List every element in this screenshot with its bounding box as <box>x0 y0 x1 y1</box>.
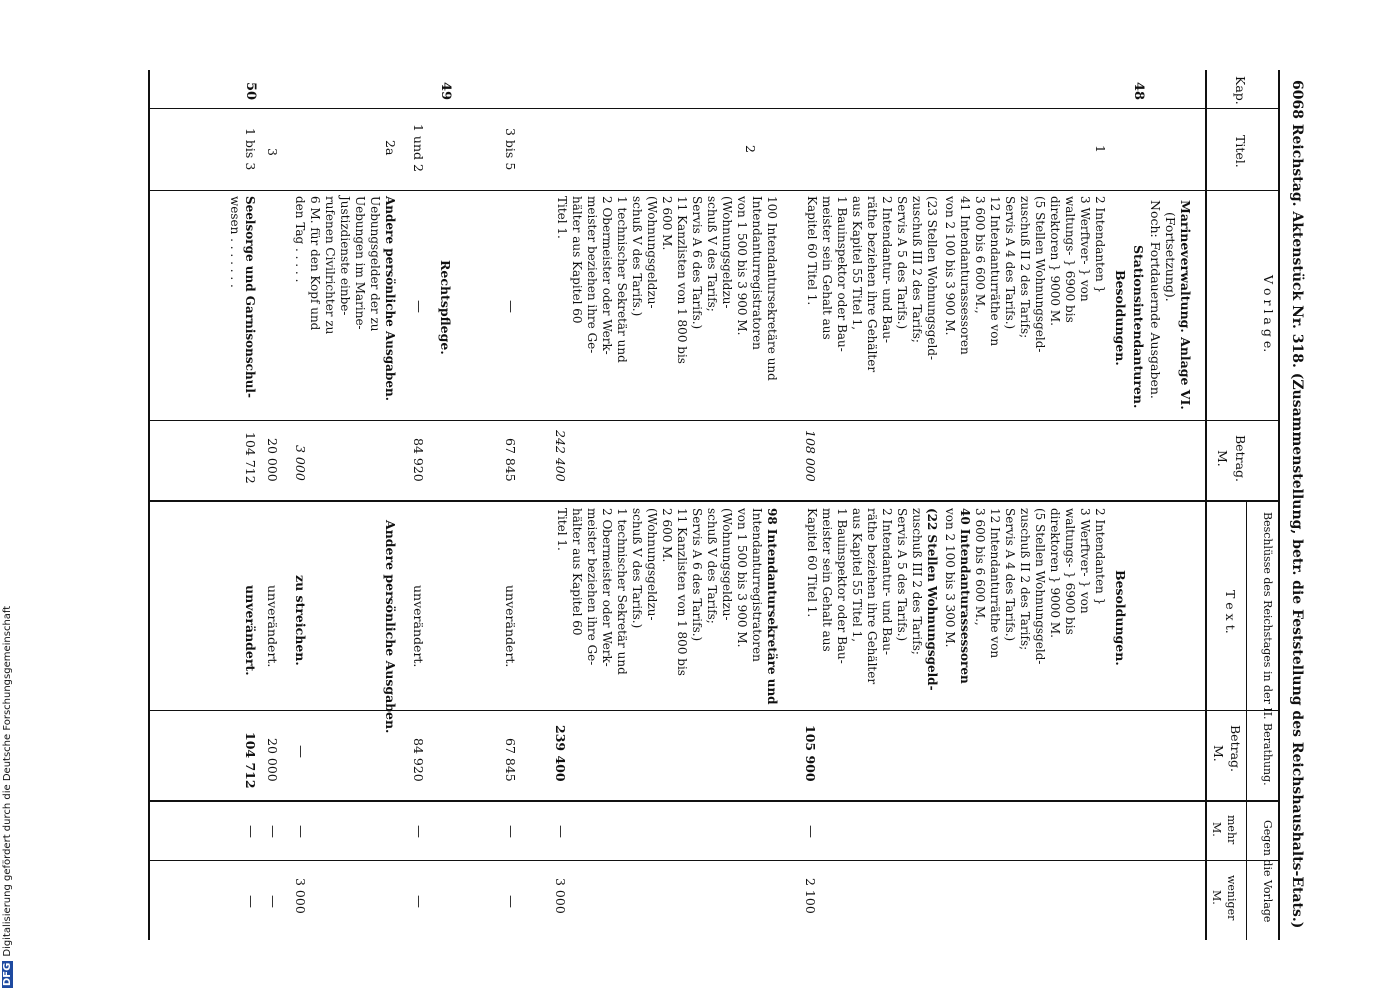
col-weniger-mark: M. <box>1210 890 1223 905</box>
weniger-titel-2a: 3 000 <box>293 878 308 914</box>
b3-line: Servis A 6 des Tarifs.) <box>690 508 704 642</box>
b2-line: aus Kapitel 55 Titel 1, <box>850 508 864 643</box>
vorlage-titel-1-cont <box>804 196 939 372</box>
v2-line: 2 Intendantur- und Bau- <box>880 196 894 343</box>
titel-3-bis-5: 3 bis 5 <box>503 128 518 171</box>
vorlage-betrag-titel-1: 108 000 <box>803 430 818 482</box>
v9-line: wesen . . . . . . . <box>228 196 242 288</box>
v1-line: von 2 100 bis 3 900 M. <box>943 196 957 336</box>
weniger-titel-3: — <box>265 895 280 908</box>
b1-line: direktoren } 9000 M. <box>1048 508 1062 638</box>
v2-line: zuschuß III 2 des Tarifs; <box>910 196 924 343</box>
v2-line: Kapitel 60 Titel 1. <box>805 196 819 306</box>
v3-line: schuß V des Tarifs.) <box>630 196 644 317</box>
vorlage-titel-3-5: — <box>503 300 518 313</box>
titel-2a: 2a <box>383 140 398 156</box>
v2-line: Servis A 5 des Tarifs.) <box>895 196 909 330</box>
v2-line: aus Kapitel 55 Titel 1, <box>850 196 864 331</box>
beschluss-titel-3: unverändert. <box>265 585 280 668</box>
kap-col-rule <box>150 108 1280 109</box>
v1-line: 3 600 bis 6 600 M., <box>973 196 987 314</box>
col-beschluesse: Beschlüsse des Reichstages in der II. Berathung. <box>1261 512 1274 786</box>
col-mehr-mark: M. <box>1210 822 1223 837</box>
v1-line: 12 Intendanturräthe von <box>988 196 1002 347</box>
titel-1-und-2: 1 und 2 <box>411 124 426 172</box>
beschluss-head-rule <box>1246 502 1247 800</box>
beschluss-betrag-titel-2a: — <box>293 745 308 758</box>
v1-line: (5 Stellen Wohnungsgeld- <box>1033 196 1047 353</box>
v2-line: meister sein Gehalt aus <box>820 196 834 340</box>
b1-line: 2 Intendanten } <box>1093 508 1107 606</box>
beschluss-betrag-titel-1: 105 900 <box>803 725 818 782</box>
vorlage-betrag-titel-2: 242 400 <box>553 430 568 482</box>
v2-line: (23 Stellen Wohnungsgeld- <box>925 196 939 361</box>
titel-1: 1 <box>1093 145 1108 153</box>
v1-line: waltungs- } 6900 bis <box>1063 196 1077 323</box>
v3-line: Servis A 6 des Tarifs.) <box>690 196 704 330</box>
vorlage-titel-1-2: — <box>411 300 426 313</box>
col-kap: Kap. <box>1233 76 1248 105</box>
dfg-logo: DFG <box>2 962 13 986</box>
vorlage-betrag-titel-1-2: 84 920 <box>411 438 426 482</box>
b3-line: Titel 1. <box>555 508 569 551</box>
v7-line: rufenen Civilrichter zu <box>323 196 337 335</box>
b2-line: räthe beziehen ihre Gehälter <box>865 508 879 685</box>
b2-line: 1 Bauinspektor oder Bau- <box>835 508 849 664</box>
v7-line: Justizdienste einbe- <box>338 196 352 316</box>
v3-line: 100 Intendantursekretäre und <box>765 196 779 381</box>
v7-heading: Andere persönliche Ausgaben. <box>383 196 397 401</box>
b3-line: 2 600 M. <box>660 508 674 563</box>
vorlage-text-rule <box>150 420 1280 421</box>
v7-line: den Tag . . . . . <box>293 196 307 283</box>
beschluss-betrag-kap-50: 104 712 <box>243 732 258 789</box>
v1-line: Servis A 4 des Tarifs.) <box>1003 196 1017 330</box>
col-beschluss-mark: M. <box>1211 745 1226 762</box>
col-gegen: Gegen die Vorlage <box>1261 820 1274 923</box>
dfg-text: Digitalisierung gefördert durch die Deutsche Forschungsgemeinschaft <box>2 605 13 957</box>
v3-line: (Wohnungsgeldzu- <box>720 196 734 309</box>
b3-line: 11 Kanzlisten von 1 800 bis <box>675 508 689 676</box>
intro-line-2: (Fortsetzung). <box>1163 212 1178 302</box>
b2-line: Kapitel 60 Titel 1. <box>805 508 819 618</box>
titel-2: 2 <box>743 145 758 153</box>
b1-line: 3 600 bis 6 600 M., <box>973 508 987 626</box>
mehr-titel-2: — <box>553 825 568 838</box>
top-rule <box>1278 70 1280 940</box>
weniger-titel-1-2: — <box>411 895 426 908</box>
vorlage-betrag-titel-3-5: 67 845 <box>503 438 518 482</box>
section-besoldungen-b: Besoldungen. <box>1113 570 1128 666</box>
v3-line: 2 600 M. <box>660 196 674 251</box>
mehr-titel-1: — <box>803 825 818 838</box>
mehr-titel-1-2: — <box>411 825 426 838</box>
v3-line: Intendanturregistratoren <box>750 196 764 350</box>
col-vorlage: V o r l a g e. <box>1261 275 1276 353</box>
v9-line: Seelsorge und Garnisonschul- <box>243 196 257 398</box>
col-weniger: weniger <box>1225 875 1238 921</box>
beschluss-betrag-rule <box>150 800 1280 802</box>
mehr-titel-3: — <box>265 825 280 838</box>
kap-49: 49 <box>438 82 453 101</box>
v3-line: schuß V des Tarifs; <box>705 196 719 312</box>
beschluss-betrag-titel-1-2: 84 920 <box>411 738 426 782</box>
b3-line: 2 Obermeister oder Werk- <box>600 508 614 667</box>
kap-50: 50 <box>243 82 258 101</box>
v3-line: 11 Kanzlisten von 1 800 bis <box>675 196 689 364</box>
v1-line: direktoren } 9000 M. <box>1048 196 1062 326</box>
v3-line: von 1 500 bis 3 900 M. <box>735 196 749 336</box>
vorlage-titel-2a-text <box>292 196 397 401</box>
b3-line: von 1 500 bis 3 900 M. <box>735 508 749 648</box>
beschluss-titel-1-text <box>942 508 1107 684</box>
beschluss-titel-2a-heading: Andere persönliche Ausgaben. <box>383 520 398 734</box>
titel-col-rule <box>150 190 1280 191</box>
b1-line: 40 Intendanturassessoren <box>958 508 972 684</box>
beschluss-titel-1-cont <box>804 508 939 691</box>
b3-line: 1 technischer Sekretär und <box>615 508 629 675</box>
intro-line-1: Marineverwaltung. Anlage VI. <box>1178 200 1193 410</box>
col-titel: Titel. <box>1233 135 1248 168</box>
v1-line: 41 Intendanturassessoren <box>958 196 972 355</box>
beschluss-titel-2-text <box>554 508 779 705</box>
b1-line: 3 Werftver- } von <box>1078 508 1092 614</box>
col-mehr: mehr <box>1225 815 1238 845</box>
beschluss-titel-1-2: unverändert. <box>411 585 426 668</box>
col-betrag: Betrag. <box>1233 435 1248 483</box>
b3-line: Intendanturregistratoren <box>750 508 764 662</box>
beschluss-text-rule <box>150 710 1280 711</box>
b3-line: schuß V des Tarifs; <box>705 508 719 624</box>
b2-line: (22 Stellen Wohnungsgeld- <box>925 508 939 691</box>
v3-line: 2 Obermeister oder Werk- <box>600 196 614 355</box>
titel-3: 3 <box>265 148 280 156</box>
vorlage-betrag-titel-2a: 3 000 <box>293 445 308 481</box>
intro-line-3: Noch: Fortdauernde Ausgaben. <box>1148 200 1163 399</box>
v2-line: 1 Bauinspektor oder Bau- <box>835 196 849 352</box>
b3-line: (Wohnungsgeldzu- <box>720 508 734 621</box>
titel-1-bis-3: 1 bis 3 <box>243 128 258 171</box>
vorlage-betrag-kap-50: 104 712 <box>243 432 258 484</box>
gegen-sub-rule <box>1246 800 1247 940</box>
b3-line: schuß V des Tarifs.) <box>630 508 644 629</box>
col-beschluss-betrag: Betrag. <box>1228 725 1243 773</box>
section-besoldungen: Besoldungen. <box>1113 270 1128 366</box>
col-betrag-mark: M. <box>1215 450 1230 467</box>
weniger-kap-50: — <box>243 895 258 908</box>
b1-line: von 2 100 bis 3 300 M. <box>943 508 957 648</box>
b1-line: 12 Intendanturräthe von <box>988 508 1002 659</box>
dfg-credit <box>2 0 13 1000</box>
beschluss-betrag-titel-3: 20 000 <box>265 738 280 782</box>
v1-line: zuschuß II 2 des Tarifs; <box>1018 196 1032 339</box>
v2-line: räthe beziehen ihre Gehälter <box>865 196 879 373</box>
b1-line: zuschuß II 2 des Tarifs; <box>1018 508 1032 651</box>
b1-line: Servis A 4 des Tarifs.) <box>1003 508 1017 642</box>
section-rechtspflege: Rechtspflege. <box>438 260 453 355</box>
beschluss-betrag-titel-3-5: 67 845 <box>503 738 518 782</box>
vorlage-kap-50-text <box>227 196 257 398</box>
v3-line: hälter aus Kapitel 60 <box>570 196 584 324</box>
b1-line: (5 Stellen Wohnungsgeld- <box>1033 508 1047 665</box>
v7-line: 6 M. für den Kopf und <box>308 196 322 331</box>
mehr-titel-2a: — <box>293 825 308 838</box>
bottom-rule <box>149 70 151 940</box>
vorlage-betrag-titel-3: 20 000 <box>265 438 280 482</box>
b3-line: hälter aus Kapitel 60 <box>570 508 584 636</box>
vorlage-titel-2-text <box>554 196 779 381</box>
b3-line: (Wohnungsgeldzu- <box>645 508 659 621</box>
b3-line: meister beziehen ihre Ge- <box>585 508 599 666</box>
mehr-kap-50: — <box>243 825 258 838</box>
v3-line: meister beziehen ihre Ge- <box>585 196 599 354</box>
page-title: 6068 Reichstag. Aktenstück Nr. 318. (Zusammenstellung, betr. die Feststellung des Reichshaushalts-Etats.) <box>1289 80 1305 929</box>
vorlage-betrag-rule <box>150 500 1280 502</box>
weniger-titel-2: 3 000 <box>553 878 568 914</box>
mehr-col-rule <box>150 860 1280 861</box>
beschluss-betrag-titel-2: 239 400 <box>553 725 568 782</box>
b1-line: waltungs- } 6900 bis <box>1063 508 1077 635</box>
v1-line: 2 Intendanten } <box>1093 196 1107 294</box>
beschluss-titel-2a: zu streichen. <box>293 575 308 666</box>
v3-line: (Wohnungsgeldzu- <box>645 196 659 309</box>
beschluss-kap-50: unverändert. <box>243 585 258 676</box>
v7-line: Uebungsgelder der zu <box>368 196 382 332</box>
col-text: T e x t. <box>1223 590 1238 634</box>
weniger-titel-3-5: — <box>503 895 518 908</box>
v3-line: Titel 1. <box>555 196 569 239</box>
mehr-titel-3-5: — <box>503 825 518 838</box>
v1-line: 3 Werftver- } von <box>1078 196 1092 302</box>
header-bottom-rule <box>1206 70 1208 940</box>
b2-line: Servis A 5 des Tarifs.) <box>895 508 909 642</box>
v3-line: 1 technischer Sekretär und <box>615 196 629 363</box>
beschluss-titel-3-5: unverändert. <box>503 585 518 668</box>
b2-line: meister sein Gehalt aus <box>820 508 834 652</box>
vorlage-titel-1-text <box>942 196 1107 355</box>
kap-48: 48 <box>1131 82 1146 101</box>
v7-line: Uebungen im Marine- <box>353 196 367 330</box>
b3-line: 98 Intendantursekretäre und <box>765 508 779 705</box>
b2-line: zuschuß III 2 des Tarifs; <box>910 508 924 655</box>
section-stationsintendanturen: Stationsintendanturen. <box>1131 245 1146 409</box>
weniger-titel-1: 2 100 <box>803 878 818 914</box>
b2-line: 2 Intendantur- und Bau- <box>880 508 894 655</box>
